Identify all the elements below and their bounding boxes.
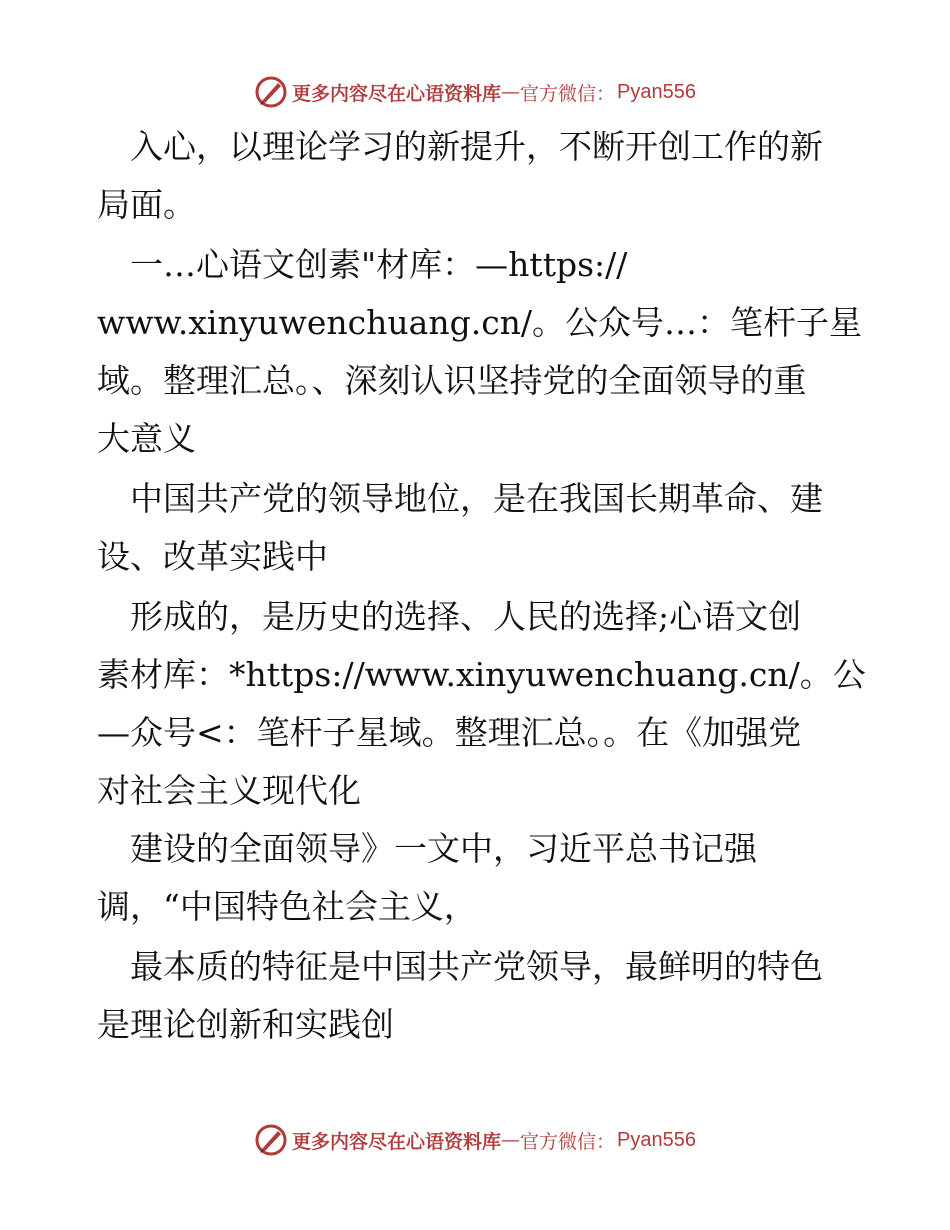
- footer-banner: [0, 1120, 950, 1160]
- text-line: 对社会主义现代化: [97, 771, 361, 810]
- text-line: 局面。: [97, 185, 196, 224]
- header-banner: [0, 72, 950, 112]
- footer-banner-label: 官方微信：: [520, 1130, 616, 1153]
- quill-pen-logo-icon: [254, 1123, 288, 1157]
- text-line: —众号<：笔杆子星域。整理汇总。。在《加强党: [97, 713, 802, 752]
- footer-banner-separator: —: [501, 1129, 521, 1151]
- text-line: 素材库：*https://www.xinyuwenchuang.cn/。公: [97, 655, 866, 694]
- footer-banner-wechat-id: Pyan556: [617, 1128, 696, 1151]
- text-line: 建设的全面领导》一文中，习近平总书记强: [97, 829, 757, 868]
- header-banner-wechat-id: Pyan556: [617, 80, 696, 103]
- text-line: 入心，以理论学习的新提升，不断开创工作的新: [97, 127, 823, 166]
- text-line: 一…心语文创素"材库：—https://: [97, 245, 628, 284]
- quill-pen-logo-icon: [254, 75, 288, 109]
- text-line: 域。整理汇总。、深刻认识坚持党的全面领导的重: [97, 361, 807, 400]
- text-line: www.xinyuwenchuang.cn/。公众号…：笔杆子星: [97, 303, 863, 342]
- header-banner-label: 官方微信：: [520, 82, 616, 105]
- header-banner-separator: —: [501, 81, 521, 103]
- text-line: 最本质的特征是中国共产党领导，最鲜明的特色: [97, 947, 823, 986]
- text-line: 调，“中国特色社会主义，: [97, 887, 477, 926]
- footer-banner-text: 更多内容尽在心语资料库: [292, 1130, 502, 1153]
- text-line: 是理论创新和实践创: [97, 1005, 394, 1044]
- text-line: 设、改革实践中: [97, 537, 328, 576]
- header-banner-text: 更多内容尽在心语资料库: [292, 82, 502, 105]
- text-line: 形成的，是历史的选择、人民的选择;心语文创: [97, 597, 802, 636]
- text-line: 大意义: [97, 419, 196, 458]
- text-line: 中国共产党的领导地位，是在我国长期革命、建: [97, 479, 823, 518]
